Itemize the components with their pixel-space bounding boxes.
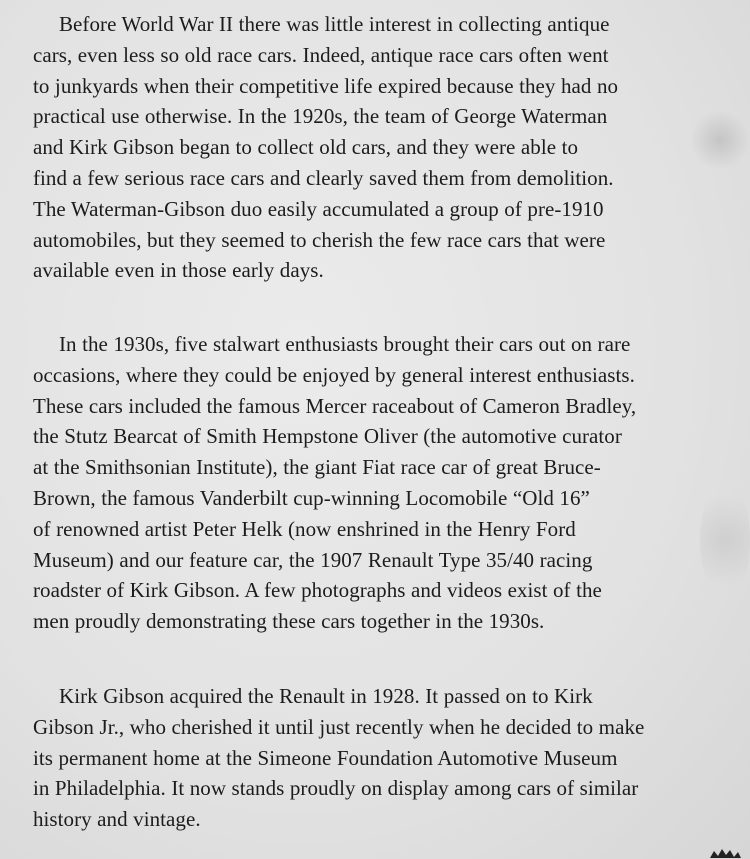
text-line: practical use otherwise. In the 1920s, the team of George Waterman — [33, 104, 608, 129]
text-line: Brown, the famous Vanderbilt cup-winning Locomobile “Old 16” — [33, 485, 590, 510]
text-line: In the 1930s, five stalwart enthusiasts brought their cars out on rare — [59, 332, 631, 356]
text-line: its permanent home at the Simeone Foundation Automotive Museum — [33, 745, 618, 770]
text-line: roadster of Kirk Gibson. A few photographs and videos exist of the — [33, 578, 602, 603]
text-line: Before World War II there was little interest in collecting antique — [59, 12, 610, 36]
ornament-icon — [708, 845, 742, 859]
text-line: Kirk Gibson acquired the Renault in 1928. It passed on to Kirk — [59, 684, 593, 708]
text-line: Museum) and our feature car, the 1907 Renault Type 35/40 racing — [33, 547, 593, 572]
text-line: The Waterman-Gibson duo easily accumulated a group of pre-1910 — [33, 196, 604, 221]
text-line: of renowned artist Peter Helk (now enshrined in the Henry Ford — [33, 516, 576, 541]
text-line: at the Smithsonian Institute), the giant Fiat race car of great Bruce- — [33, 455, 601, 480]
text-line: Gibson Jr., who cherished it until just recently when he decided to make — [33, 714, 645, 739]
text-line: occasions, where they could be enjoyed by general interest enthusiasts. — [33, 362, 635, 387]
text-line: These cars included the famous Mercer raceabout of Cameron Bradley, — [33, 393, 637, 418]
text-line: to junkyards when their competitive life expired because they had no — [33, 73, 619, 98]
text-line: in Philadelphia. It now stands proudly on display among cars of similar — [33, 776, 639, 801]
text-line: history and vintage. — [33, 807, 201, 832]
text-line: and Kirk Gibson began to collect old cars, and they were able to — [33, 135, 579, 160]
paragraph-3 — [33, 681, 745, 835]
paragraph-1 — [33, 9, 745, 286]
text-line: find a few serious race cars and clearly saved them from demolition. — [33, 165, 614, 190]
text-line: the Stutz Bearcat of Smith Hempstone Oliver (the automotive curator — [33, 424, 622, 449]
paragraph-2 — [33, 329, 745, 637]
text-line: available even in those early days. — [33, 258, 324, 283]
text-line: automobiles, but they seemed to cherish the few race cars that were — [33, 227, 606, 252]
text-line: cars, even less so old race cars. Indeed, antique race cars often went — [33, 42, 609, 67]
text-line: men proudly demonstrating these cars together in the 1930s. — [33, 609, 545, 634]
